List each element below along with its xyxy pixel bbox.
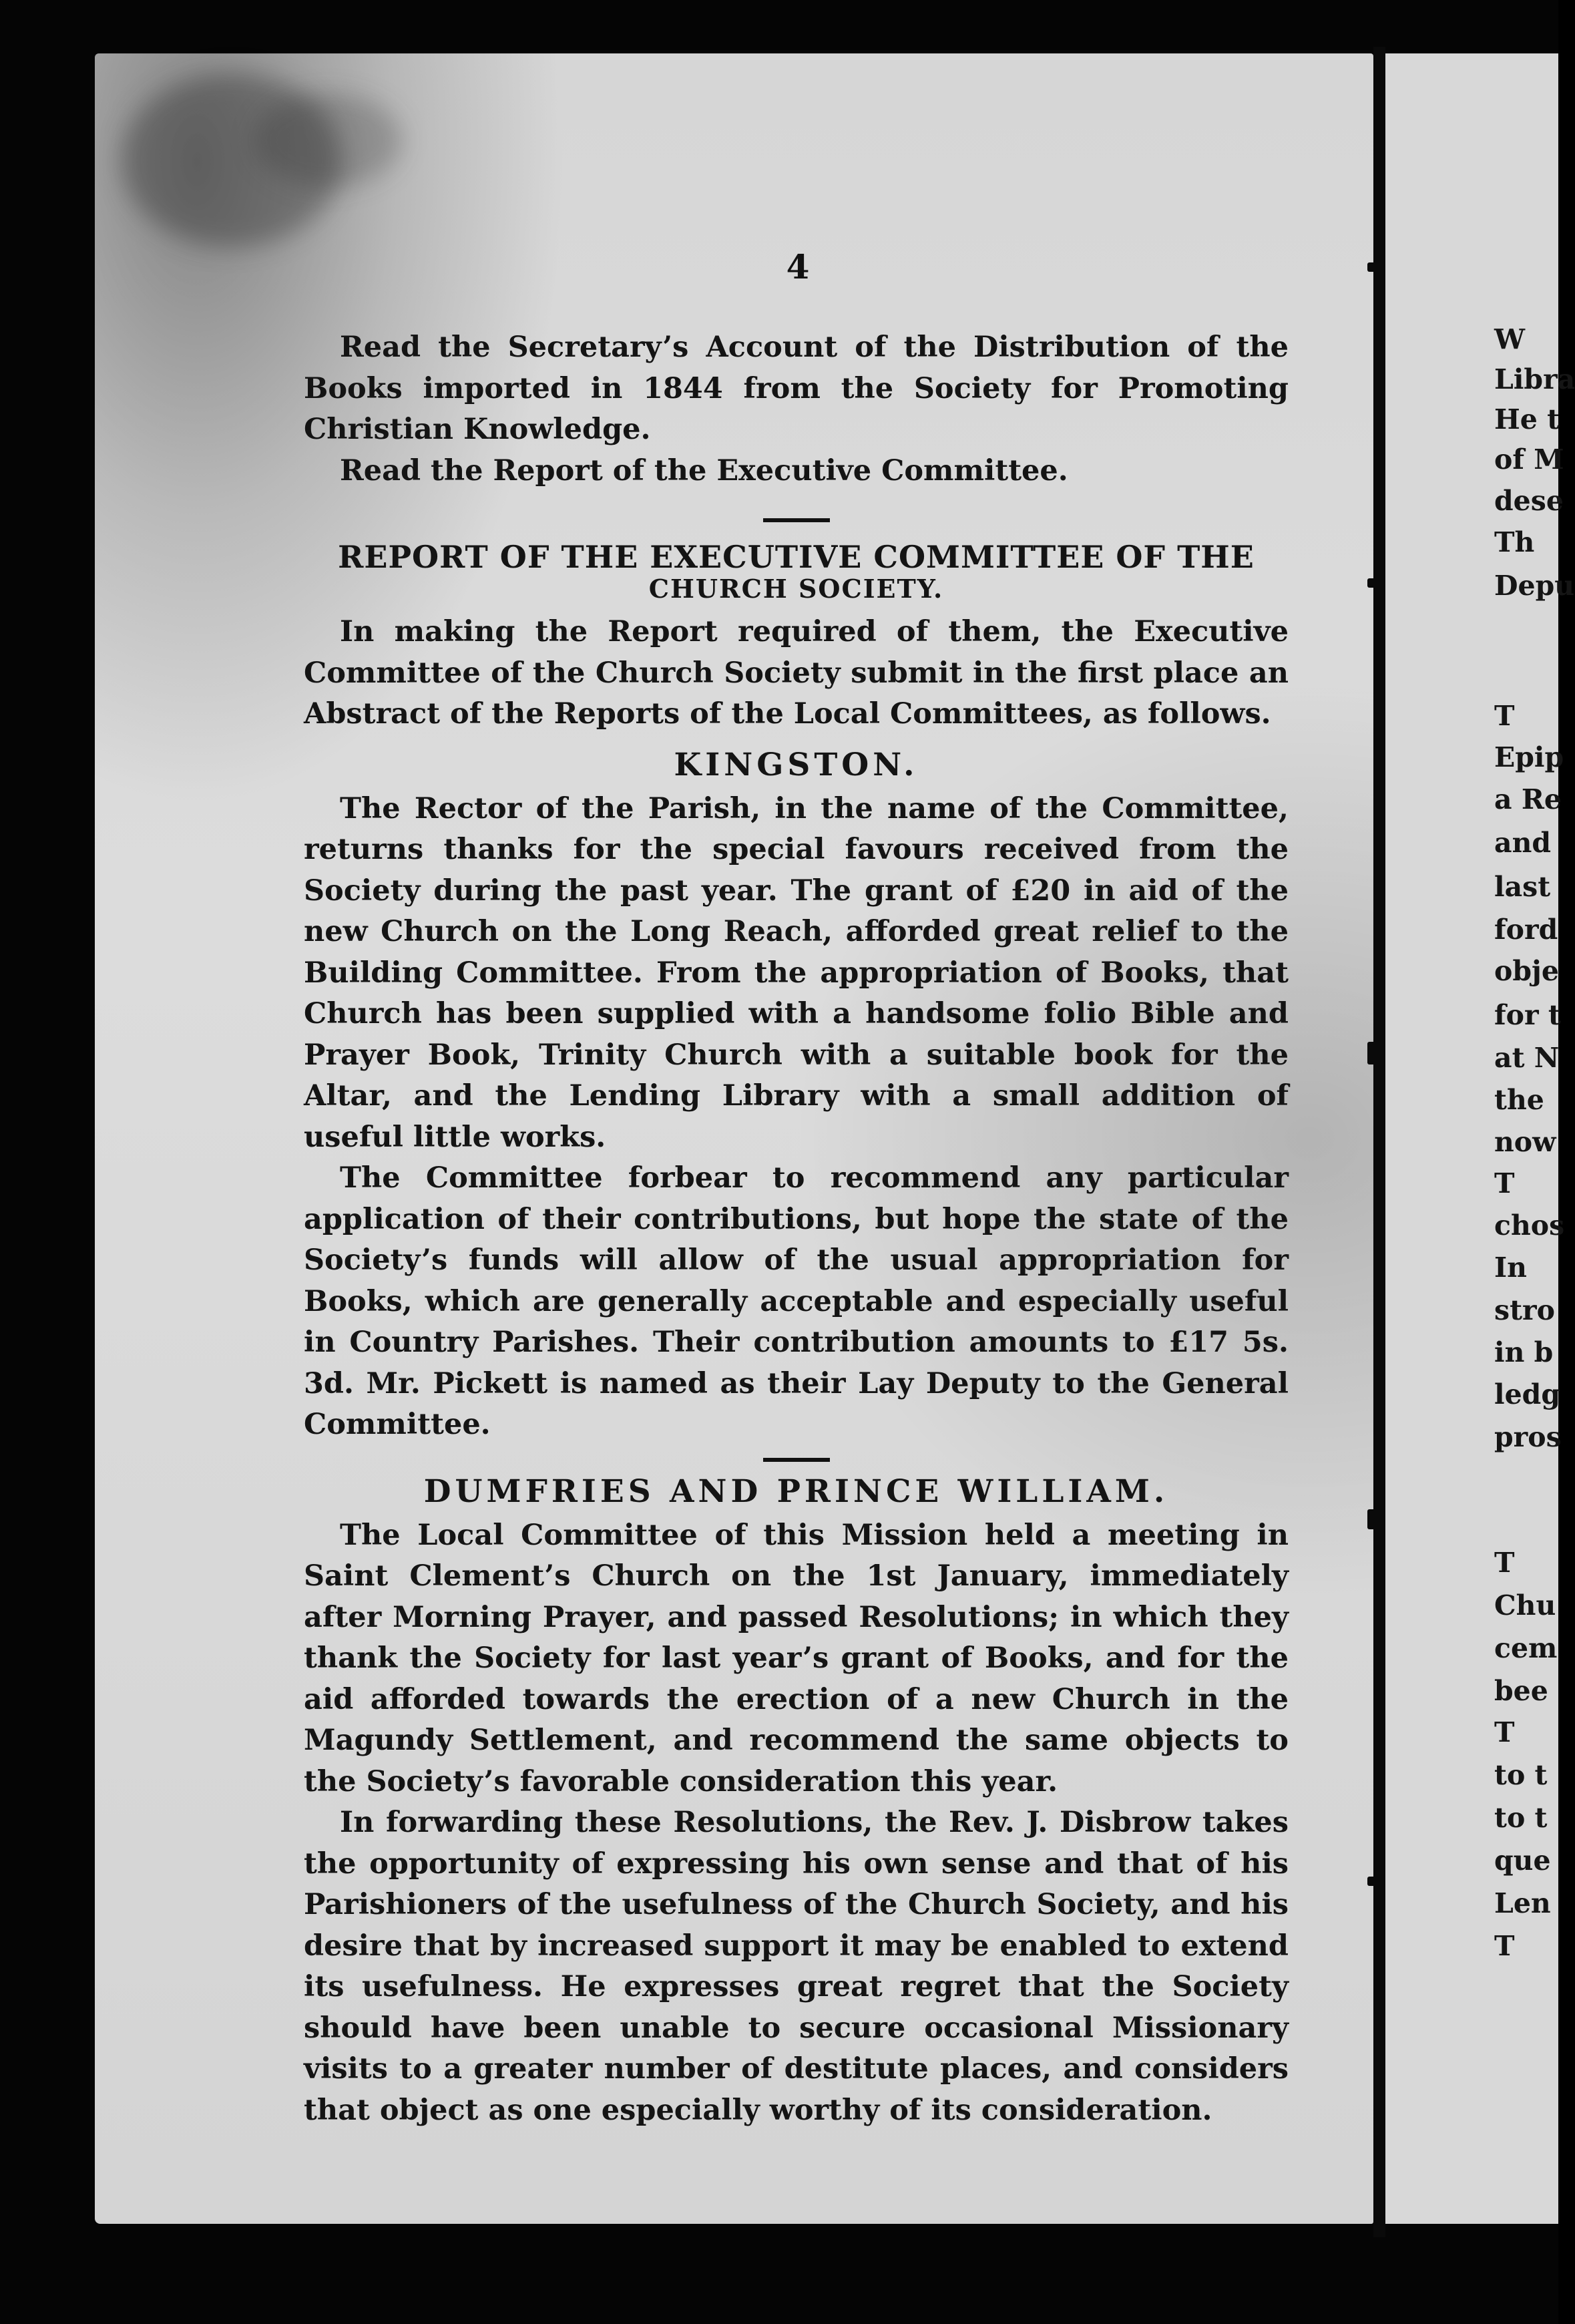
fragment-line: W xyxy=(1494,323,1526,355)
fragment-line: chos xyxy=(1494,1209,1565,1241)
fragment-line: He t xyxy=(1494,403,1560,435)
fragment-line: at N xyxy=(1494,1042,1560,1074)
water-stain xyxy=(255,93,402,187)
fragment-line: In xyxy=(1494,1251,1527,1284)
fragment-line: Libra xyxy=(1494,363,1575,395)
fragment-line: a Re xyxy=(1494,783,1562,815)
fragment-line: to t xyxy=(1494,1802,1548,1834)
dumfries-paragraph: In forwarding these Resolutions, the Rev. J. Disbrow takes the opportunity of expressing his own sense and that of his Parishioners of the usefulness of the Church Society, and his desire that by increased support it may be enabled to extend its usefulness. He expresses great regret that the Society should have been unable to secure occasional Missionary visits to a greater number of destitute places, and considers that object as one especially worthy of its consideration. xyxy=(304,1806,1289,2127)
fragment-line: ledg xyxy=(1494,1378,1560,1410)
fragment-line: ford xyxy=(1494,914,1558,946)
book-spine xyxy=(1373,47,1385,2237)
fragment-line: dese xyxy=(1494,485,1564,517)
fragment-line: T xyxy=(1494,1716,1515,1748)
fragment-line: Epip xyxy=(1494,741,1564,773)
fragment-line: Len xyxy=(1494,1887,1551,1919)
fragment-line: cem xyxy=(1494,1632,1558,1664)
fragment-line: stro xyxy=(1494,1294,1555,1326)
fragment-line: for t xyxy=(1494,999,1561,1031)
report-title: REPORT OF THE EXECUTIVE COMMITTEE OF THE xyxy=(338,539,1255,575)
fragment-line: Th xyxy=(1494,526,1535,558)
fragment-line: bee xyxy=(1494,1675,1548,1707)
page-number: 4 xyxy=(786,247,810,286)
text-column xyxy=(304,327,1289,2131)
opening-line: Read the Secretary’s Account of the Distribution of the Books imported in 1844 from the Society for Promoting Christian Knowledge. xyxy=(304,331,1289,446)
fragment-line: of M xyxy=(1494,443,1564,475)
opening-line: Read the Report of the Executive Committee. xyxy=(340,453,1068,488)
fragment-line: pros xyxy=(1494,1421,1562,1453)
kingston-paragraph: The Rector of the Parish, in the name of the Committee, returns thanks for the special favours received from the Society during the past year. The grant of £20 in aid of the new Church on the Long Reach, afforded great relief to the Building Committee. From the appropriation of Books, that Church has been supplied with a handsome folio Bible and Prayer Book, Trinity Church with a suitable book for the Altar, and the Lending Library with a small addition of useful little works. xyxy=(304,791,1289,1154)
fragment-line: last xyxy=(1494,871,1551,903)
fragment-line: T xyxy=(1494,700,1515,732)
fragment-line: T xyxy=(1494,1547,1515,1579)
fragment-line: T xyxy=(1494,1930,1515,1962)
kingston-heading: KINGSTON. xyxy=(674,746,919,783)
report-intro: In making the Report required of them, the Executive Committee of the Church Society submit in the first place an Abstract of the Reports of the Local Committees, as follows. xyxy=(304,615,1289,731)
fragment-line: que xyxy=(1494,1845,1551,1877)
fragment-line: T xyxy=(1494,1167,1515,1199)
fragment-line: in b xyxy=(1494,1336,1554,1368)
fragment-line: to t xyxy=(1494,1759,1548,1791)
dumfries-paragraph: The Local Committee of this Mission held a meeting in Saint Clement’s Church on the 1st January, immediately after Morning Prayer, and passed Resolutions; in which they thank the Society for last year’s grant of Books, and for the aid afforded towards the erection of a new Church in the Magundy Settlement, and recommend the same objects to the Society’s favorable consideration this year. xyxy=(304,1518,1289,1798)
fragment-line: and xyxy=(1494,827,1552,859)
kingston-paragraph: The Committee forbear to recommend any particular application of their contributions, but hope the state of the Society’s funds will allow of the usual appropriation for Books, which are generally acceptable and especially useful in Country Parishes. Their contribution amounts to £17 5s. 3d. Mr. Pickett is named as their Lay Deputy to the General Committee. xyxy=(304,1161,1289,1441)
report-subtitle: CHURCH SOCIETY. xyxy=(648,574,944,604)
fragment-line: the xyxy=(1494,1084,1544,1116)
fragment-line: now xyxy=(1494,1126,1556,1158)
fragment-line: Chu xyxy=(1494,1589,1556,1621)
fragment-line: Depu xyxy=(1494,570,1575,602)
fragment-line: obje xyxy=(1494,955,1559,987)
dumfries-heading: DUMFRIES AND PRINCE WILLIAM. xyxy=(423,1473,1169,1510)
